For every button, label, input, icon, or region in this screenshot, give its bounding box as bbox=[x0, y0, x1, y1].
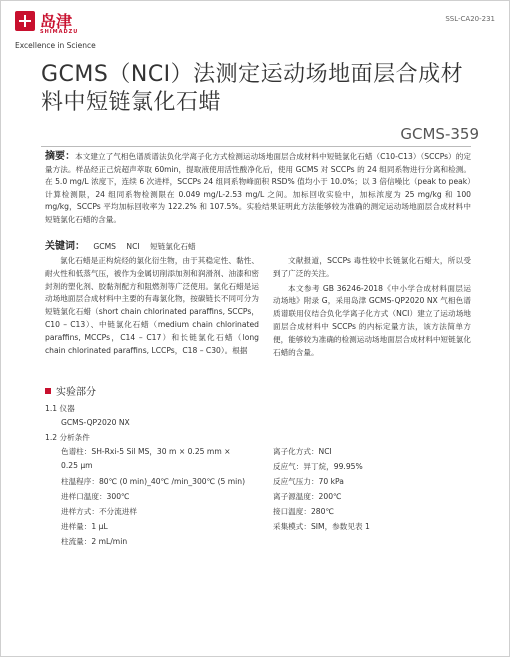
subsection-conditions: 1.2 分析条件 bbox=[45, 433, 90, 442]
shimadzu-logo-icon bbox=[15, 11, 35, 31]
section-heading bbox=[45, 383, 96, 398]
abstract-text: 本文建立了气相色谱质谱法负化学离子化方式检测运动场地面层合成材料中短链氯化石蜡（C10-C13）（SCCPs）的定量方法。样品经正己烷超声萃取 60min，提取液使用活性酸净化后，使用 GCMS 对 SCCPs 的 24 组同系物进行分离和检测。在 5.0 mg/L 浓度下，连续 6 次进样，SCCPs 24 组同系物峰面积 RSD% 值均小于 10.0%；以 3 倍信噪比（peak to peak）计算检测限，24 组同系物检测限在 0.049 mg/L-2.53 mg/L 之间。加标回收实验中，加标浓度为 25 mg/kg 和 100 mg/kg，SCCPs 平均加标回收率为 122.2% 和 107.5%。实验结果证明此方法能够较为准确的测定运动场地面层合成材料中短链氯化石蜡的含量。 bbox=[45, 152, 472, 224]
divider bbox=[41, 146, 471, 147]
keywords-label: 关键词： bbox=[45, 241, 85, 252]
abstract-label: 摘要： bbox=[45, 151, 76, 162]
intro-right-column bbox=[273, 255, 471, 361]
intro-paragraph: 本文参考 GB 36246-2018《中小学合成材料面层运动场地》附录 G，采用岛津 GCMS-QP2020 NX 气相色谱质谱联用仪结合负化学离子化方式（NCI）建立了运动场地面层合成材料中 SCCPs 的内标定量方法，该方法简单方便，能够较为准确的检测运动场地面层合成材料中短链氯化石蜡的含量。 bbox=[273, 283, 471, 357]
param-column: 色谱柱：SH-Rxi-5 Sil MS，30 m × 0.25 mm × bbox=[61, 447, 231, 456]
param-ion-source-temp: 离子源温度：200℃ bbox=[273, 492, 342, 501]
logo-tagline: Excellence in Science bbox=[15, 41, 96, 50]
intro-paragraph: 文献报道，SCCPs 毒性较中长链氯化石蜡大，所以受到了广泛的关注。 bbox=[273, 256, 471, 278]
param-oven-program: 柱温程序：80℃ (0 min)_40℃ /min_300℃ (5 min) bbox=[61, 477, 246, 486]
logo-chinese-name: 岛津 bbox=[40, 12, 73, 31]
section-title: 实验部分 bbox=[56, 387, 96, 398]
param-injection-volume: 进样量：1 μL bbox=[61, 522, 108, 531]
param-column-cont: 0.25 μm bbox=[61, 461, 93, 470]
document-number: SSL-CA20-231 bbox=[445, 15, 495, 23]
keywords bbox=[45, 237, 471, 252]
param-reagent-gas: 反应气：异丁烷，99.95% bbox=[273, 462, 363, 471]
param-column-flow: 柱流量：2 mL/min bbox=[61, 537, 128, 546]
param-inlet-temp: 进样口温度：300℃ bbox=[61, 492, 130, 501]
param-ionization: 离子化方式：NCI bbox=[273, 447, 332, 456]
keyword: 短链氯化石蜡 bbox=[150, 242, 196, 251]
instrument-model: GCMS-QP2020 NX bbox=[61, 418, 130, 427]
param-interface-temp: 接口温度：280℃ bbox=[273, 507, 334, 516]
keyword: NCI bbox=[126, 242, 140, 251]
application-code: GCMS-359 bbox=[400, 125, 479, 143]
param-reagent-pressure: 反应气压力：70 kPa bbox=[273, 477, 344, 486]
section-marker-icon bbox=[45, 388, 51, 394]
param-injection-mode: 进样方式：不分流进样 bbox=[61, 507, 137, 516]
param-acquisition-mode: 采集模式：SIM，参数见表 1 bbox=[273, 522, 370, 531]
logo-english-name: SHIMADZU bbox=[40, 29, 79, 35]
keyword: GCMS bbox=[93, 242, 116, 251]
document-title: GCMS（NCI）法测定运动场地面层合成材料中短链氯化石蜡 bbox=[41, 62, 464, 115]
subsection-instrument: 1.1 仪器 bbox=[45, 404, 75, 413]
abstract bbox=[45, 151, 471, 227]
intro-left-column: 氯化石蜡是正构烷烃的氯化衍生物，由于其稳定性、黏性、耐火性和低蒸气压，被作为金属切削添加剂和润滑剂、油漆和密封剂的塑化剂、胶黏剂配方和阻燃剂等广泛使用。氯化石蜡是运动场地面层合成材料中主要的有毒氯化物，按碳链长不同可分为短链氯化石蜡（short chain chlorinated paraffins, SCCPs，C10 – C13）、中链氯化石蜡（medium chain chlorinated paraffins, MCCPs，C14 – C17）和长链氯化石蜡（long chain chlorinated paraffins, LCCPs，C18 – C30）。根据 bbox=[45, 256, 259, 355]
